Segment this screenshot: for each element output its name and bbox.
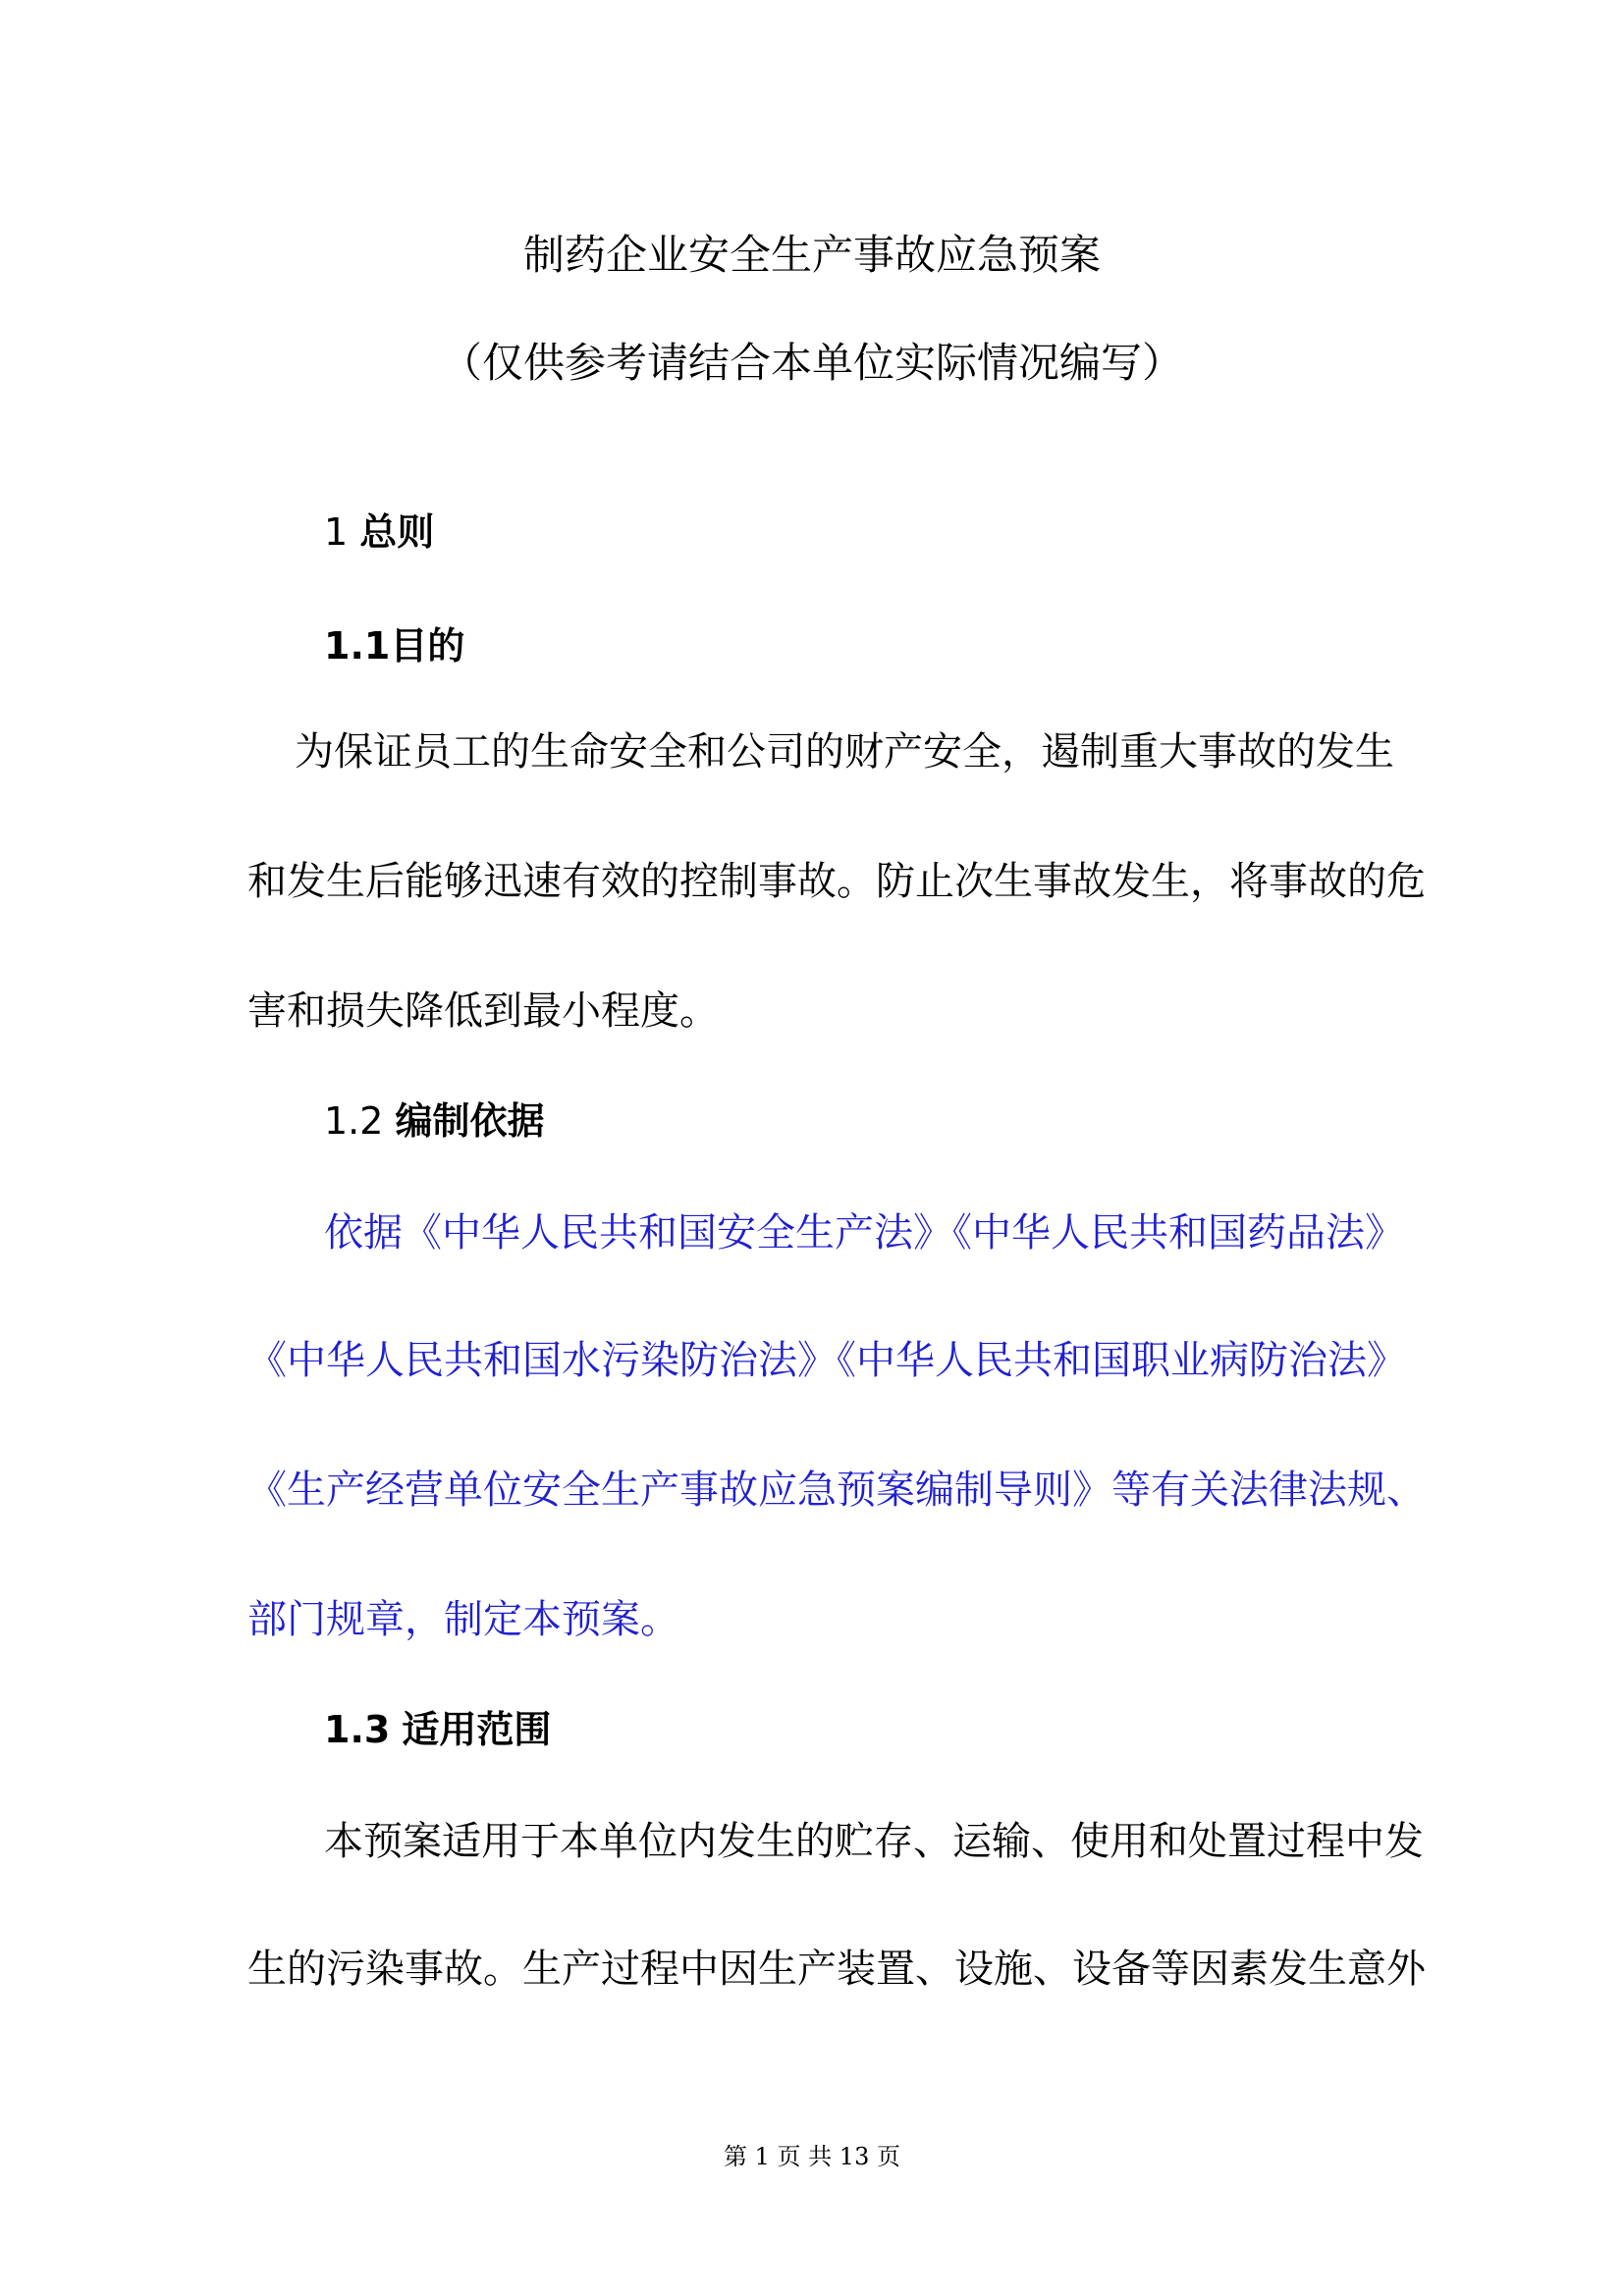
document-subtitle: （仅供参考请结合本单位实际情况编写） [440,339,1183,387]
section-number: 1 [324,510,349,554]
section-title: 编制依据 [395,1099,545,1143]
section-1-2-heading [324,1097,545,1145]
paragraph-line: 生的污染事故。生产过程中因生产装置、设施、设备等因素发生意外 [247,1947,1426,1992]
paragraph-line: 依据《中华人民共和国安全生产法》《中华人民共和国药品法》 [324,1210,1404,1255]
paragraph-line: 和发生后能够迅速有效的控制事故。防止次生事故发生，将事故的危 [247,859,1426,904]
paragraph-line: 部门规章，制定本预案。 [247,1597,679,1642]
section-title: 适用范围 [402,1708,552,1751]
section-number: 1.3 [324,1708,391,1751]
section-title: 目的 [390,624,465,667]
document-title: 制药企业安全生产事故应急预案 [522,231,1101,279]
section-number: 1.1 [324,624,391,667]
paragraph-line: 为保证员工的生命安全和公司的财产安全，遏制重大事故的发生 [295,729,1394,774]
section-title: 总则 [359,510,435,554]
page-footer: 第 1 页 共 13 页 [724,2143,900,2170]
section-1-3-heading [324,1706,551,1753]
section-1-heading [324,508,434,556]
paragraph-line: 害和损失降低到最小程度。 [247,988,719,1034]
paragraph-line: 本预案适用于本单位内发生的贮存、运输、使用和处置过程中发 [324,1819,1424,1864]
paragraph-line: 《生产经营单位安全生产事故应急预案编制导则》等有关法律法规、 [247,1468,1426,1513]
paragraph-line: 《中华人民共和国水污染防治法》《中华人民共和国职业病防治法》 [247,1338,1406,1383]
section-1-1-heading [324,622,464,669]
section-number: 1.2 [324,1099,384,1143]
